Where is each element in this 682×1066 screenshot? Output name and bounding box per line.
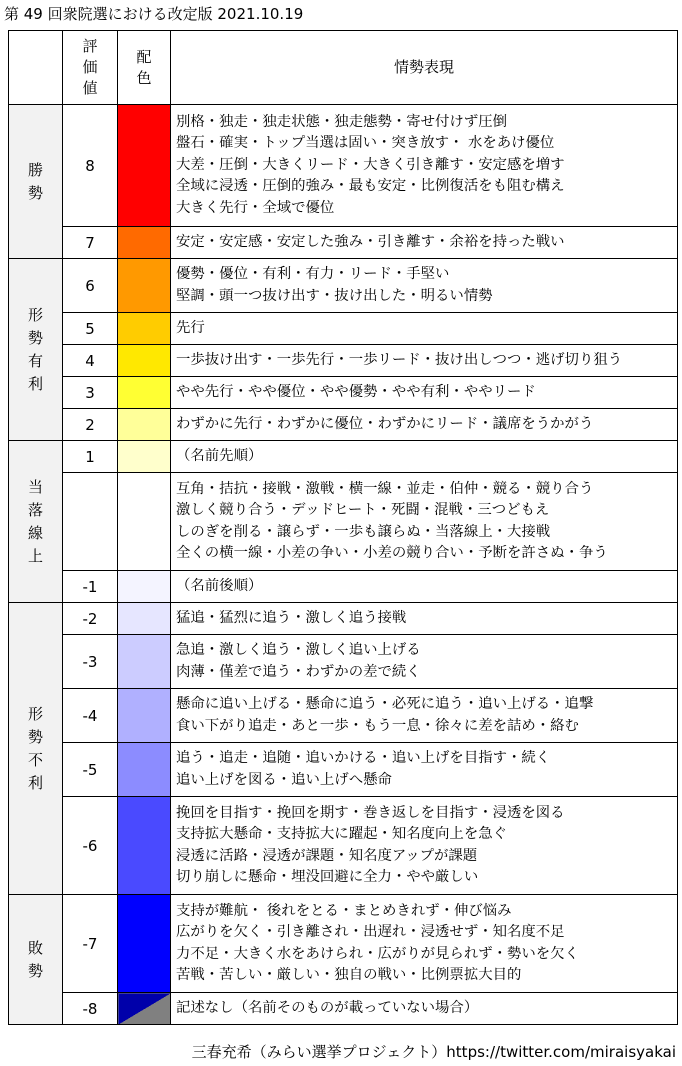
table-row: [9, 105, 678, 227]
score-cell: -6: [63, 797, 118, 895]
score-cell: 7: [63, 227, 118, 259]
desc-line: 記述なし（名前そのものが載っていない場合）: [176, 999, 479, 1016]
desc-line: 支持拡大懸命・支持拡大に躍起・知名度向上を急ぐ: [176, 826, 507, 843]
desc-line: 浸透に活路・浸透が課題・知名度アップが課題: [176, 847, 478, 864]
color-swatch: [118, 313, 171, 345]
header-desc: 情勢表現: [171, 31, 678, 105]
color-swatch: [118, 105, 171, 227]
score-cell: -5: [63, 743, 118, 797]
score-cell: 2: [63, 409, 118, 441]
desc-line: 優勢・優位・有利・有力・リード・手堅い: [176, 266, 450, 283]
score-cell: -8: [63, 993, 118, 1025]
desc-line: 苦戦・苦しい・厳しい・独自の戦い・比例票拡大目的: [176, 966, 522, 983]
desc-line: 全くの横一線・小差の争い・小差の競り合い・予断を許さぬ・争う: [176, 544, 608, 561]
color-swatch: [118, 473, 171, 571]
desc-cell: [171, 441, 678, 473]
desc-cell: [171, 259, 678, 313]
score-cell: -2: [63, 603, 118, 635]
desc-cell: [171, 689, 678, 743]
table-row: [9, 473, 678, 571]
desc-line: 肉薄・僅差で追う・わずかの差で続く: [176, 663, 421, 680]
header-group-cell: [9, 31, 63, 105]
table-row: [9, 571, 678, 603]
table-row: [9, 895, 678, 993]
color-swatch: [118, 895, 171, 993]
header-color: 配色: [118, 31, 171, 105]
desc-line: しのぎを削る・譲らず・一歩も譲らぬ・当落線上・大接戦: [176, 523, 551, 540]
score-cell: 4: [63, 345, 118, 377]
table-row: [9, 409, 678, 441]
desc-cell: [171, 743, 678, 797]
score-cell: 8: [63, 105, 118, 227]
table-row: [9, 345, 678, 377]
table-row: [9, 603, 678, 635]
table-row: [9, 797, 678, 895]
desc-line: 力不足・大きく水をあけられ・広がりが見られず・勢いを欠く: [176, 945, 579, 962]
desc-line: 先行: [176, 319, 205, 336]
header-row: [9, 31, 678, 105]
desc-line: 一歩抜け出す・一歩先行・一歩リード・抜け出しつつ・逃げ切り狙う: [176, 351, 623, 368]
desc-line: 互角・拮抗・接戦・激戦・横一線・並走・伯仲・競る・競り合う: [176, 480, 594, 497]
desc-line: 食い下がり追走・あと一歩・もう一息・徐々に差を詰め・絡む: [176, 717, 579, 734]
table-row: [9, 227, 678, 259]
table-row: [9, 993, 678, 1025]
rating-table: [8, 30, 678, 1025]
color-swatch: [118, 227, 171, 259]
group-advantage: 形勢有利: [9, 259, 63, 441]
desc-line: 挽回を目指す・挽回を期す・巻き返しを目指す・浸透を図る: [176, 804, 565, 821]
desc-line: 広がりを欠く・引き離され・出遅れ・浸透せず・知名度不足: [176, 924, 565, 941]
table-row: [9, 313, 678, 345]
desc-cell: [171, 797, 678, 895]
color-swatch: [118, 689, 171, 743]
table-row: [9, 441, 678, 473]
desc-cell: [171, 345, 678, 377]
table-row: [9, 259, 678, 313]
table-row: [9, 635, 678, 689]
score-cell: -1: [63, 571, 118, 603]
group-lose: 敗勢: [9, 895, 63, 1025]
color-swatch: [118, 635, 171, 689]
color-swatch: [118, 993, 171, 1025]
color-swatch: [118, 603, 171, 635]
desc-cell: [171, 377, 678, 409]
desc-cell: [171, 895, 678, 993]
score-cell: 3: [63, 377, 118, 409]
desc-line: やや先行・やや優位・やや優勢・やや有利・ややリード: [176, 383, 536, 400]
color-swatch: [118, 797, 171, 895]
color-swatch: [118, 377, 171, 409]
desc-cell: [171, 409, 678, 441]
score-cell: -3: [63, 635, 118, 689]
group-win: 勝勢: [9, 105, 63, 259]
desc-line: 堅調・頭一つ抜け出す・抜け出した・明るい情勢: [176, 287, 493, 304]
desc-line: 懸命に追い上げる・懸命に追う・必死に追う・追い上げる・追撃: [176, 696, 594, 713]
desc-cell: [171, 227, 678, 259]
desc-line: 切り崩しに懸命・埋没回避に全力・やや厳しい: [176, 868, 479, 885]
desc-line: わずかに先行・わずかに優位・わずかにリード・議席をうかがう: [176, 415, 594, 432]
desc-cell: [171, 603, 678, 635]
page-title: 第 49 回衆院選における改定版 2021.10.19: [4, 5, 304, 23]
desc-line: 安定・安定感・安定した強み・引き離す・余裕を持った戦い: [176, 233, 565, 250]
desc-line: 猛追・猛烈に追う・激しく追う接戦: [176, 609, 407, 626]
desc-cell: [171, 993, 678, 1025]
desc-line: 大きく先行・全域で優位: [176, 199, 335, 216]
color-swatch: [118, 345, 171, 377]
score-cell: 1: [63, 441, 118, 473]
desc-line: 追う・追走・追随・追いかける・追い上げを目指す・続く: [176, 750, 551, 767]
desc-line: （名前後順）: [176, 577, 263, 594]
desc-line: 別格・独走・独走状態・独走態勢・寄せ付けず圧倒: [176, 113, 507, 130]
desc-line: （名前先順）: [176, 447, 263, 464]
desc-line: 大差・圧倒・大きくリード・大きく引き離す・安定感を増す: [176, 156, 565, 173]
desc-line: 激しく競り合う・デッドヒート・死闘・混戦・三つどもえ: [176, 502, 550, 519]
group-borderline: 当落線上: [9, 441, 63, 603]
color-swatch: [118, 441, 171, 473]
score-cell: [63, 473, 118, 571]
desc-line: 急追・激しく追う・激しく追い上げる: [176, 642, 421, 659]
desc-cell: [171, 105, 678, 227]
desc-cell: [171, 571, 678, 603]
score-cell: 5: [63, 313, 118, 345]
desc-cell: [171, 473, 678, 571]
color-swatch: [118, 409, 171, 441]
credit-footer: 三春充希（みらい選挙プロジェクト）https://twitter.com/miraisyakai: [191, 1043, 676, 1061]
header-eval: 評価値: [63, 31, 118, 105]
table-row: [9, 743, 678, 797]
desc-line: 盤石・確実・トップ当選は固い・突き放す・ 水をあけ優位: [176, 135, 555, 152]
score-cell: 6: [63, 259, 118, 313]
table-row: [9, 689, 678, 743]
desc-line: 支持が難航・ 後れをとる・まとめきれず・伸び悩み: [176, 902, 512, 919]
desc-line: 追い上げを図る・追い上げへ懸命: [176, 771, 392, 788]
score-cell: -7: [63, 895, 118, 993]
color-swatch: [118, 571, 171, 603]
group-disadvantage: 形勢不利: [9, 603, 63, 895]
table-row: [9, 377, 678, 409]
score-cell: -4: [63, 689, 118, 743]
desc-cell: [171, 635, 678, 689]
color-swatch: [118, 259, 171, 313]
desc-cell: [171, 313, 678, 345]
color-swatch: [118, 743, 171, 797]
desc-line: 全域に浸透・圧倒的強み・最も安定・比例復活をも阻む構え: [176, 178, 565, 195]
